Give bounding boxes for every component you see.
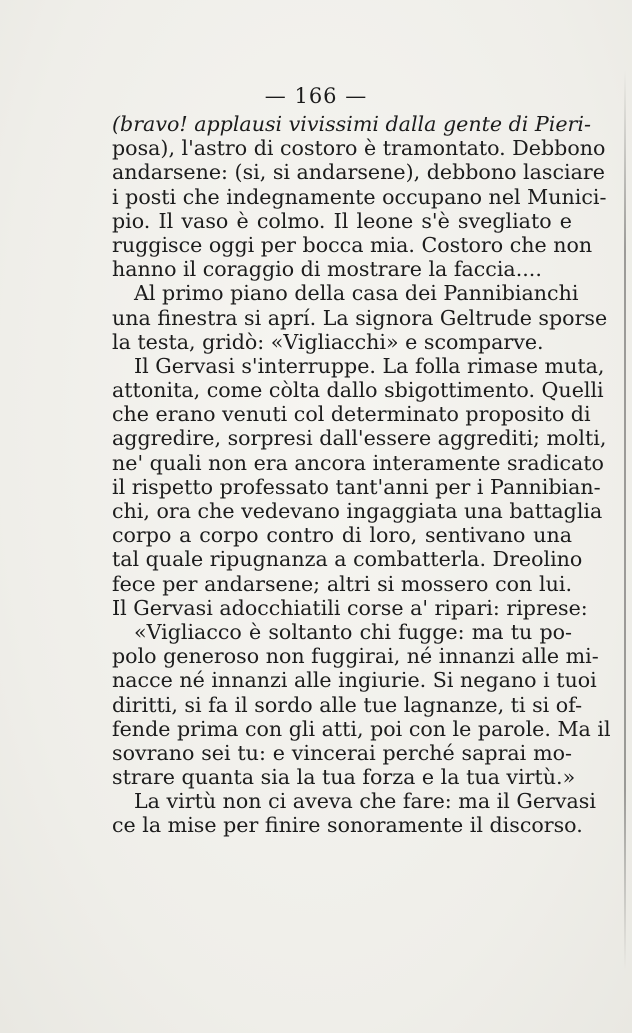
text-line: i posti che indegnamente occupano nel Munici- (112, 184, 607, 209)
text-line: diritti, si fa il sordo alle tue lagnanze, ti si of- (112, 692, 583, 717)
text-line: nacce né innanzi alle ingiurie. Si negano i tuoi (112, 668, 597, 693)
text-line: la testa, gridò: «Vigliacchi» e scomparve. (112, 329, 544, 354)
text-line: fende prima con gli atti, poi con le parole. Ma il (112, 716, 611, 741)
text-line: chi, ora che vedevano ingaggiata una battaglia (112, 499, 603, 523)
text-line: La virtù non ci aveva che fare: ma il Gervasi (134, 789, 596, 814)
text-line: tal quale ripugnanza a combatterla. Dreolino (112, 547, 583, 572)
text-line: aggredire, sorpresi dall'essere aggrediti; molti, (112, 426, 607, 451)
page-edge-shadow (624, 70, 626, 970)
text-line: Al primo piano della casa dei Pannibianchi (134, 281, 579, 306)
text-line: sovrano sei tu: e vincerai perché saprai mo- (112, 740, 572, 765)
text-line: corpo a corpo contro di loro, sentivano una (112, 523, 572, 548)
text-line: andarsene: (si, si andarsene), debbono lasciare (112, 160, 605, 185)
text-line: attonita, come còlta dallo sbigottimento. Quelli (112, 378, 604, 403)
text-line: ruggisce oggi per bocca mia. Costoro che non (112, 232, 593, 257)
text-line: Il Gervasi s'interruppe. La folla rimase muta, (134, 353, 605, 378)
text-line: posa), l'astro di costoro è tramontato. Debbono (112, 136, 606, 161)
text-line: che erano venuti col determinato proposito di (112, 402, 591, 427)
text-line: pio. Il vaso è colmo. Il leone s'è svegliato e (112, 208, 572, 233)
text-line: ne' quali non era ancora interamente sradicato (112, 450, 604, 475)
text-line: Il Gervasi adocchiatili corse a' ripari: riprese: (112, 595, 588, 620)
text-line: una finestra si aprí. La signora Geltrude sporse (112, 305, 608, 330)
text-line: il rispetto professato tant'anni per i Pannibian- (112, 474, 601, 499)
text-line: fece per andarsene; altri si mossero con lui. (112, 571, 572, 596)
body-text (112, 112, 611, 838)
text-line: polo generoso non fuggirai, né innanzi alle mi- (112, 644, 599, 669)
text-line (112, 112, 591, 136)
text-line: hanno il coraggio di mostrare la faccia.... (112, 257, 542, 282)
text-line-italic-part: (bravo! applausi vivissimi dalla gente di Pieri- (112, 112, 591, 136)
text-line: «Vigliacco è soltanto chi fugge: ma tu po- (134, 619, 572, 644)
text-line: strare quanta sia la tua forza e la tua virtù.» (112, 765, 576, 790)
page-number: — 166 — (264, 84, 368, 108)
text-line: ce la mise per finire sonoramente il discorso. (112, 813, 583, 838)
